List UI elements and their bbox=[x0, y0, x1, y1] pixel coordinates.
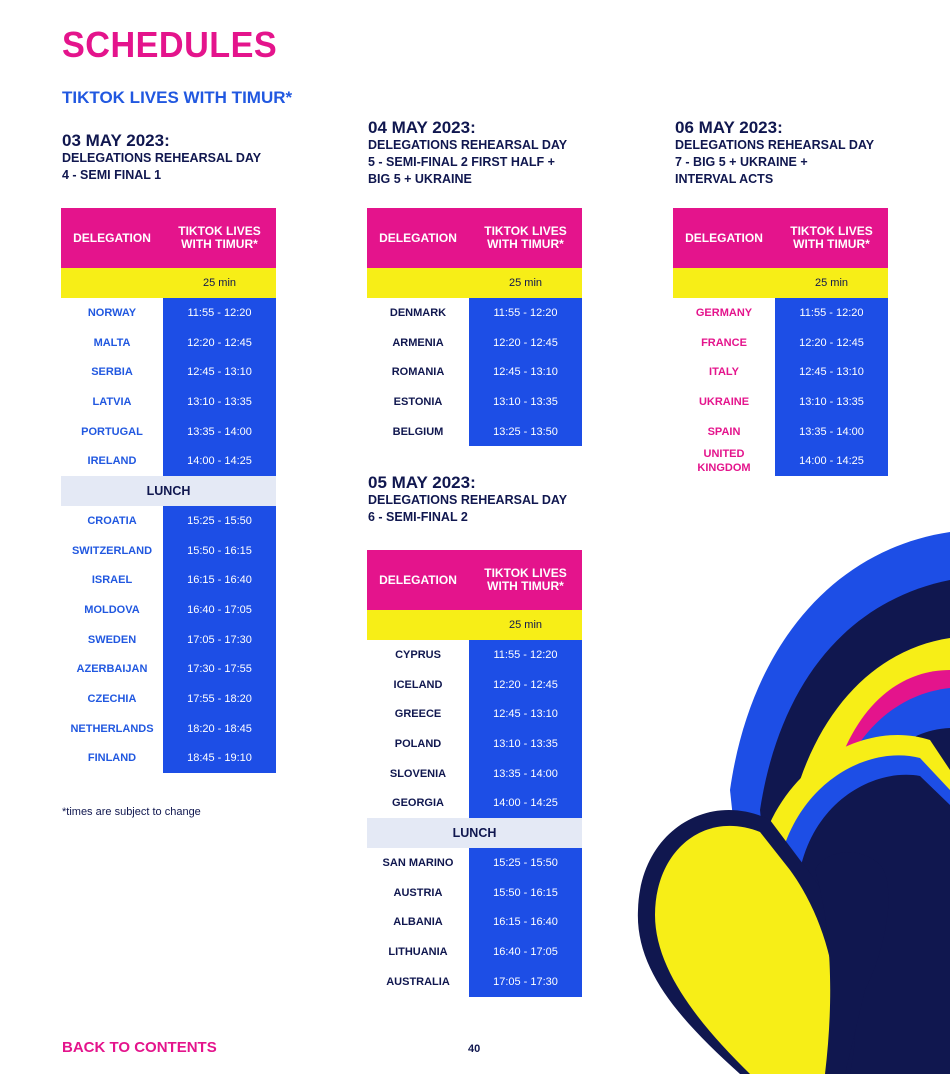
delegation-column-header: DELEGATION bbox=[685, 230, 763, 245]
country-cell: ISRAEL bbox=[91, 574, 133, 587]
country-cell: SWEDEN bbox=[87, 633, 137, 646]
country-cell: UKRAINE bbox=[698, 395, 750, 408]
time-slot-cell: 15:25 - 15:50 bbox=[469, 848, 582, 878]
table-row bbox=[367, 967, 582, 997]
time-slot-cell: 15:25 - 15:50 bbox=[163, 506, 276, 536]
table-row bbox=[367, 848, 582, 878]
country-cell: GREECE bbox=[394, 708, 442, 721]
table-row bbox=[367, 908, 582, 938]
country-cell: FINLAND bbox=[87, 752, 137, 765]
time-slot-cell: 13:35 - 14:00 bbox=[163, 417, 276, 447]
day-date: 04 MAY 2023: bbox=[368, 118, 476, 137]
time-slot-cell: 13:10 - 13:35 bbox=[469, 729, 582, 759]
table-row bbox=[61, 625, 276, 655]
table-row bbox=[367, 357, 582, 387]
schedule-table-03-may bbox=[61, 208, 276, 773]
table-header-row bbox=[367, 550, 582, 610]
tiktok-column-header: TIKTOK LIVES WITH TIMUR* bbox=[484, 566, 567, 593]
table-row bbox=[61, 328, 276, 358]
time-slot-cell: 17:05 - 17:30 bbox=[469, 967, 582, 997]
country-cell: ARMENIA bbox=[392, 336, 444, 349]
time-slot-cell: 12:20 - 12:45 bbox=[163, 328, 276, 358]
country-cell: CROATIA bbox=[87, 514, 137, 527]
table-row bbox=[61, 714, 276, 744]
time-slot-cell: 13:35 - 14:00 bbox=[775, 417, 888, 447]
country-cell: DENMARK bbox=[389, 306, 447, 319]
time-slot-cell: 18:45 - 19:10 bbox=[163, 744, 276, 774]
table-header-row bbox=[367, 208, 582, 268]
lunch-break-row: LUNCH bbox=[61, 476, 276, 506]
duration-label: 25 min bbox=[202, 277, 237, 289]
table-row bbox=[367, 937, 582, 967]
country-cell: CYPRUS bbox=[395, 648, 441, 661]
table-row bbox=[61, 357, 276, 387]
country-cell: ESTONIA bbox=[393, 395, 443, 408]
schedule-table-04-may bbox=[367, 208, 582, 446]
schedule-table-05-may bbox=[367, 550, 582, 997]
tiktok-column-header: TIKTOK LIVES WITH TIMUR* bbox=[178, 224, 261, 251]
table-row bbox=[367, 670, 582, 700]
table-row bbox=[673, 357, 888, 387]
day-heading-03-may bbox=[62, 132, 277, 184]
day-description: DELEGATIONS REHEARSAL DAY 4 - SEMI FINAL 1 bbox=[62, 151, 262, 182]
country-cell: ICELAND bbox=[393, 678, 443, 691]
country-cell: GERMANY bbox=[695, 306, 753, 319]
country-cell: SLOVENIA bbox=[389, 767, 447, 780]
time-slot-cell: 16:15 - 16:40 bbox=[163, 566, 276, 596]
table-row bbox=[367, 788, 582, 818]
time-slot-cell: 13:10 - 13:35 bbox=[163, 387, 276, 417]
country-cell: MOLDOVA bbox=[84, 604, 140, 617]
country-cell: AUSTRALIA bbox=[386, 975, 450, 988]
time-slot-cell: 15:50 - 16:15 bbox=[469, 878, 582, 908]
country-cell: SWITZERLAND bbox=[71, 544, 153, 557]
day-description: DELEGATIONS REHEARSAL DAY 5 - SEMI-FINAL 2 FIRST HALF + BIG 5 + UKRAINE bbox=[368, 138, 568, 186]
table-header-row bbox=[673, 208, 888, 268]
time-slot-cell: 12:45 - 13:10 bbox=[775, 357, 888, 387]
duration-row bbox=[367, 268, 582, 298]
country-cell: ALBANIA bbox=[393, 916, 443, 929]
country-cell: MALTA bbox=[93, 336, 131, 349]
time-slot-cell: 11:55 - 12:20 bbox=[469, 298, 582, 328]
time-slot-cell: 13:10 - 13:35 bbox=[469, 387, 582, 417]
table-header-row bbox=[61, 208, 276, 268]
page-title: SCHEDULES bbox=[62, 24, 278, 65]
heart-swirl-decoration-icon bbox=[620, 520, 950, 1074]
table-row bbox=[61, 536, 276, 566]
country-cell: GEORGIA bbox=[392, 797, 444, 810]
country-cell: ROMANIA bbox=[391, 366, 445, 379]
country-cell: CZECHIA bbox=[87, 693, 137, 706]
footnote: *times are subject to change bbox=[62, 806, 201, 818]
table-row bbox=[61, 506, 276, 536]
table-row bbox=[61, 387, 276, 417]
table-row bbox=[367, 729, 582, 759]
delegation-column-header: DELEGATION bbox=[379, 230, 457, 245]
table-row bbox=[367, 699, 582, 729]
country-cell: UNITED KINGDOM bbox=[697, 448, 751, 475]
section-subtitle: TIKTOK LIVES WITH TIMUR* bbox=[62, 88, 293, 107]
country-cell: NETHERLANDS bbox=[70, 722, 154, 735]
table-row bbox=[673, 387, 888, 417]
time-slot-cell: 11:55 - 12:20 bbox=[469, 640, 582, 670]
table-row bbox=[367, 640, 582, 670]
time-slot-cell: 16:40 - 17:05 bbox=[469, 937, 582, 967]
time-slot-cell: 12:20 - 12:45 bbox=[469, 328, 582, 358]
table-row bbox=[61, 446, 276, 476]
table-row bbox=[367, 759, 582, 789]
table-row bbox=[367, 298, 582, 328]
time-slot-cell: 17:55 - 18:20 bbox=[163, 684, 276, 714]
time-slot-cell: 12:45 - 13:10 bbox=[469, 357, 582, 387]
table-row bbox=[673, 298, 888, 328]
time-slot-cell: 13:10 - 13:35 bbox=[775, 387, 888, 417]
day-description: DELEGATIONS REHEARSAL DAY 7 - BIG 5 + UKRAINE + INTERVAL ACTS bbox=[675, 138, 875, 186]
country-cell: LITHUANIA bbox=[388, 946, 448, 959]
time-slot-cell: 15:50 - 16:15 bbox=[163, 536, 276, 566]
table-row bbox=[673, 446, 888, 476]
country-cell: LATVIA bbox=[92, 395, 132, 408]
schedule-table-06-may bbox=[673, 208, 888, 476]
table-row bbox=[367, 417, 582, 447]
table-row bbox=[367, 387, 582, 417]
duration-label: 25 min bbox=[814, 277, 849, 289]
time-slot-cell: 14:00 - 14:25 bbox=[775, 446, 888, 476]
country-cell: SAN MARINO bbox=[382, 856, 454, 869]
time-slot-cell: 14:00 - 14:25 bbox=[469, 788, 582, 818]
country-cell: SERBIA bbox=[91, 366, 133, 379]
table-row bbox=[367, 878, 582, 908]
country-cell: AUSTRIA bbox=[393, 886, 443, 899]
day-heading-04-may bbox=[368, 119, 583, 188]
table-row bbox=[61, 655, 276, 685]
table-row bbox=[61, 595, 276, 625]
country-cell: PORTUGAL bbox=[81, 425, 143, 438]
delegation-column-header: DELEGATION bbox=[73, 230, 151, 245]
day-heading-06-may bbox=[675, 119, 890, 188]
day-date: 05 MAY 2023: bbox=[368, 473, 476, 492]
duration-row bbox=[673, 268, 888, 298]
table-row bbox=[673, 417, 888, 447]
country-cell: FRANCE bbox=[701, 336, 747, 349]
country-cell: BELGIUM bbox=[392, 425, 444, 438]
duration-label: 25 min bbox=[508, 277, 543, 289]
time-slot-cell: 17:05 - 17:30 bbox=[163, 625, 276, 655]
time-slot-cell: 17:30 - 17:55 bbox=[163, 655, 276, 685]
lunch-break-row: LUNCH bbox=[367, 818, 582, 848]
day-date: 06 MAY 2023: bbox=[675, 118, 783, 137]
country-cell: IRELAND bbox=[87, 455, 137, 468]
table-row bbox=[367, 328, 582, 358]
day-date: 03 MAY 2023: bbox=[62, 131, 170, 150]
time-slot-cell: 12:45 - 13:10 bbox=[163, 357, 276, 387]
time-slot-cell: 12:20 - 12:45 bbox=[775, 328, 888, 358]
duration-row bbox=[367, 610, 582, 640]
time-slot-cell: 13:35 - 14:00 bbox=[469, 759, 582, 789]
time-slot-cell: 18:20 - 18:45 bbox=[163, 714, 276, 744]
country-cell: AZERBAIJAN bbox=[76, 663, 148, 676]
time-slot-cell: 13:25 - 13:50 bbox=[469, 417, 582, 447]
country-cell: SPAIN bbox=[707, 425, 741, 438]
time-slot-cell: 12:20 - 12:45 bbox=[469, 670, 582, 700]
table-row bbox=[61, 566, 276, 596]
delegation-column-header: DELEGATION bbox=[379, 572, 457, 587]
page-number: 40 bbox=[468, 1043, 481, 1055]
time-slot-cell: 16:15 - 16:40 bbox=[469, 908, 582, 938]
time-slot-cell: 11:55 - 12:20 bbox=[775, 298, 888, 328]
duration-label: 25 min bbox=[508, 619, 543, 631]
country-cell: POLAND bbox=[394, 737, 442, 750]
tiktok-column-header: TIKTOK LIVES WITH TIMUR* bbox=[484, 224, 567, 251]
back-to-contents-link[interactable]: BACK TO CONTENTS bbox=[62, 1039, 217, 1056]
time-slot-cell: 11:55 - 12:20 bbox=[163, 298, 276, 328]
day-description: DELEGATIONS REHEARSAL DAY 6 - SEMI-FINAL 2 bbox=[368, 493, 568, 524]
table-row bbox=[61, 684, 276, 714]
day-heading-05-may bbox=[368, 474, 583, 526]
tiktok-column-header: TIKTOK LIVES WITH TIMUR* bbox=[790, 224, 873, 251]
duration-row bbox=[61, 268, 276, 298]
table-row bbox=[61, 417, 276, 447]
time-slot-cell: 14:00 - 14:25 bbox=[163, 446, 276, 476]
time-slot-cell: 16:40 - 17:05 bbox=[163, 595, 276, 625]
table-row bbox=[61, 298, 276, 328]
table-row bbox=[673, 328, 888, 358]
time-slot-cell: 12:45 - 13:10 bbox=[469, 699, 582, 729]
country-cell: ITALY bbox=[709, 366, 739, 379]
country-cell: NORWAY bbox=[87, 306, 137, 319]
table-row bbox=[61, 744, 276, 774]
